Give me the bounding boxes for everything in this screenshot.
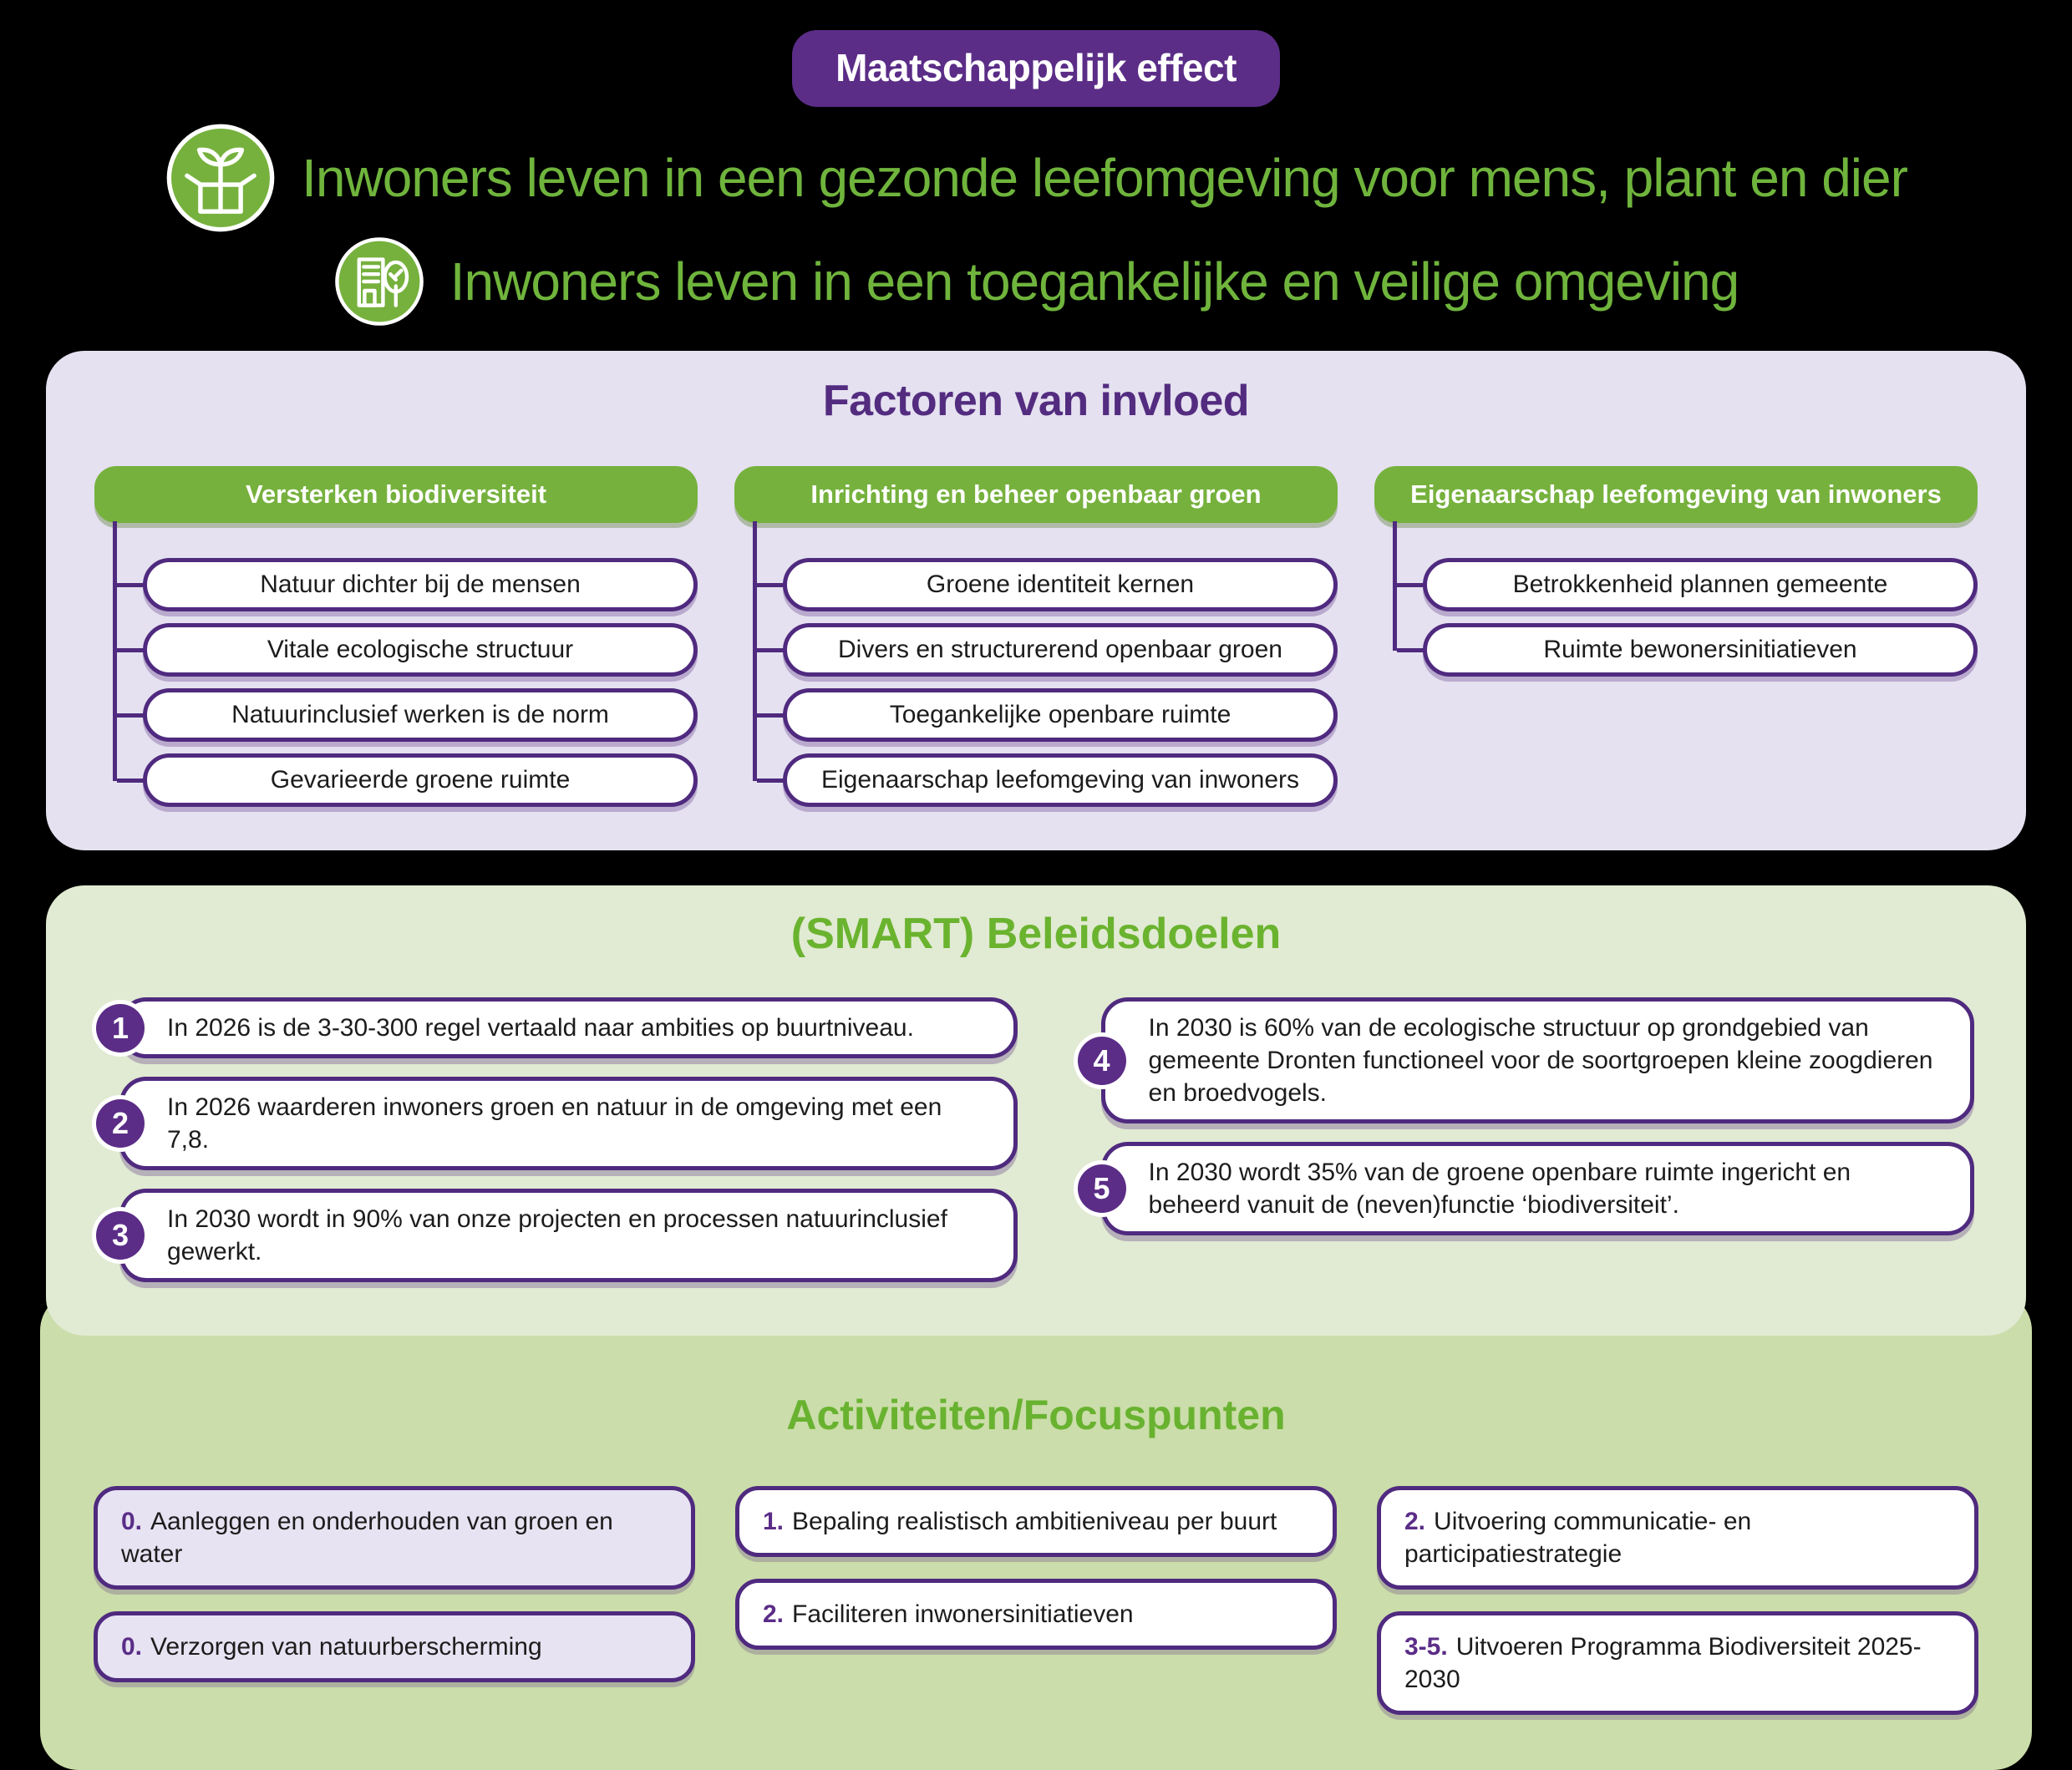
activiteiten-column-3 [1377, 1486, 1978, 1715]
effect-text-2: Inwoners leven in een toegankelijke en veilige omgeving [449, 251, 1739, 312]
goals-right-column [1079, 997, 1974, 1235]
activity-number: 0. [121, 1633, 143, 1661]
activity-item [1377, 1611, 1978, 1715]
activity-text: Uitvoering communicatie- en participatiestrategie [1404, 1508, 1752, 1568]
factoren-title: Factoren van invloed [822, 377, 1250, 425]
activiteiten-panel [40, 1292, 2032, 1770]
factor-item: Ruimte bewonersinitiatieven [1423, 623, 1978, 677]
infographic-page [0, 30, 2072, 1693]
factor-item: Natuur dichter bij de mensen [143, 558, 698, 611]
factor-item: Toegankelijke openbare ruimte [783, 688, 1338, 742]
goal-text: In 2026 is de 3-30-300 regel vertaald naar ambities op buurtniveau. [119, 997, 1018, 1058]
factor-column-header: Inrichting en beheer openbaar groen [734, 466, 1338, 523]
activity-number: 0. [121, 1508, 143, 1535]
factor-item: Betrokkenheid plannen gemeente [1423, 558, 1978, 611]
factor-item: Groene identiteit kernen [783, 558, 1338, 611]
effect-text-1: Inwoners leven in een gezonde leefomgeving voor mens, plant en dier [302, 148, 1907, 208]
goal-text: In 2030 is 60% van de ecologische structuur op grondgebied van gemeente Dronten functioneel voor de soortgroepen kleine zoogdieren en broedvogels. [1101, 997, 1974, 1123]
activiteiten-title: Activiteiten/Focuspunten [786, 1392, 1286, 1438]
goal-number-badge: 4 [1078, 1037, 1126, 1085]
activity-item [735, 1486, 1337, 1557]
activity-text: Aanleggen en onderhouden van groen en water [121, 1508, 613, 1568]
activity-number: 2. [1404, 1508, 1426, 1535]
activity-item [94, 1611, 695, 1682]
activity-text: Uitvoeren Programma Biodiversiteit 2025-2030 [1404, 1633, 1922, 1693]
factoren-columns [94, 466, 1978, 807]
factoren-panel [46, 351, 2026, 850]
factor-item: Gevarieerde groene ruimte [143, 753, 698, 807]
goal-3 [111, 1189, 1018, 1282]
effect-line-1 [0, 122, 2072, 234]
goal-5 [1093, 1142, 1974, 1235]
factor-column-header: Eigenaarschap leefomgeving van inwoners [1374, 466, 1978, 523]
activity-text: Faciliteren inwonersinitiatieven [792, 1600, 1134, 1628]
buildings-tree-icon [333, 236, 425, 327]
factor-item: Natuurinclusief werken is de norm [143, 688, 698, 742]
factor-tree [734, 558, 1338, 807]
goal-text: In 2030 wordt in 90% van onze projecten en processen natuurinclusief gewerkt. [119, 1189, 1018, 1282]
factor-item: Eigenaarschap leefomgeving van inwoners [783, 753, 1338, 807]
beleidsdoelen-panel [46, 885, 2026, 1336]
goal-1 [111, 997, 1018, 1058]
factor-tree [94, 558, 698, 807]
factor-column-biodiversiteit [94, 466, 698, 807]
goals [98, 997, 1974, 1282]
activiteiten-column-2 [735, 1486, 1337, 1650]
activity-number: 3-5. [1404, 1633, 1448, 1661]
activity-item [1377, 1486, 1978, 1590]
factor-tree [1374, 558, 1978, 677]
goals-left-column [98, 997, 1018, 1282]
goal-4 [1093, 997, 1974, 1123]
factor-column-openbaar-groen [734, 466, 1338, 807]
effect-line-2 [0, 236, 2072, 327]
activity-text: Bepaling realistisch ambitieniveau per buurt [792, 1508, 1277, 1535]
activiteiten-column-1 [94, 1486, 695, 1682]
activity-item [94, 1486, 695, 1590]
goal-number-badge: 5 [1078, 1164, 1126, 1213]
activiteiten-grid [94, 1486, 1978, 1715]
factor-item: Divers en structurerend openbaar groen [783, 623, 1338, 677]
goal-text: In 2026 waarderen inwoners groen en natuur in de omgeving met een 7,8. [119, 1077, 1018, 1170]
factor-column-eigenaarschap [1374, 466, 1978, 677]
goal-number-badge: 3 [96, 1211, 145, 1260]
goal-2 [111, 1077, 1018, 1170]
activity-text: Verzorgen van natuurberscherming [150, 1633, 542, 1661]
goal-text: In 2030 wordt 35% van de groene openbare ruimte ingericht en beheerd vanuit de (neven)functie ‘biodiversiteit’. [1101, 1142, 1974, 1235]
plant-in-box-icon [165, 122, 277, 234]
beleidsdoelen-title: (SMART) Beleidsdoelen [790, 910, 1282, 958]
factor-item: Vitale ecologische structuur [143, 623, 698, 677]
activity-number: 1. [763, 1508, 785, 1535]
goal-number-badge: 1 [96, 1004, 145, 1052]
goal-number-badge: 2 [96, 1099, 145, 1148]
page-title: Maatschappelijk effect [792, 30, 1280, 107]
activity-number: 2. [763, 1600, 785, 1628]
factor-column-header: Versterken biodiversiteit [94, 466, 698, 523]
activity-item [735, 1579, 1337, 1650]
